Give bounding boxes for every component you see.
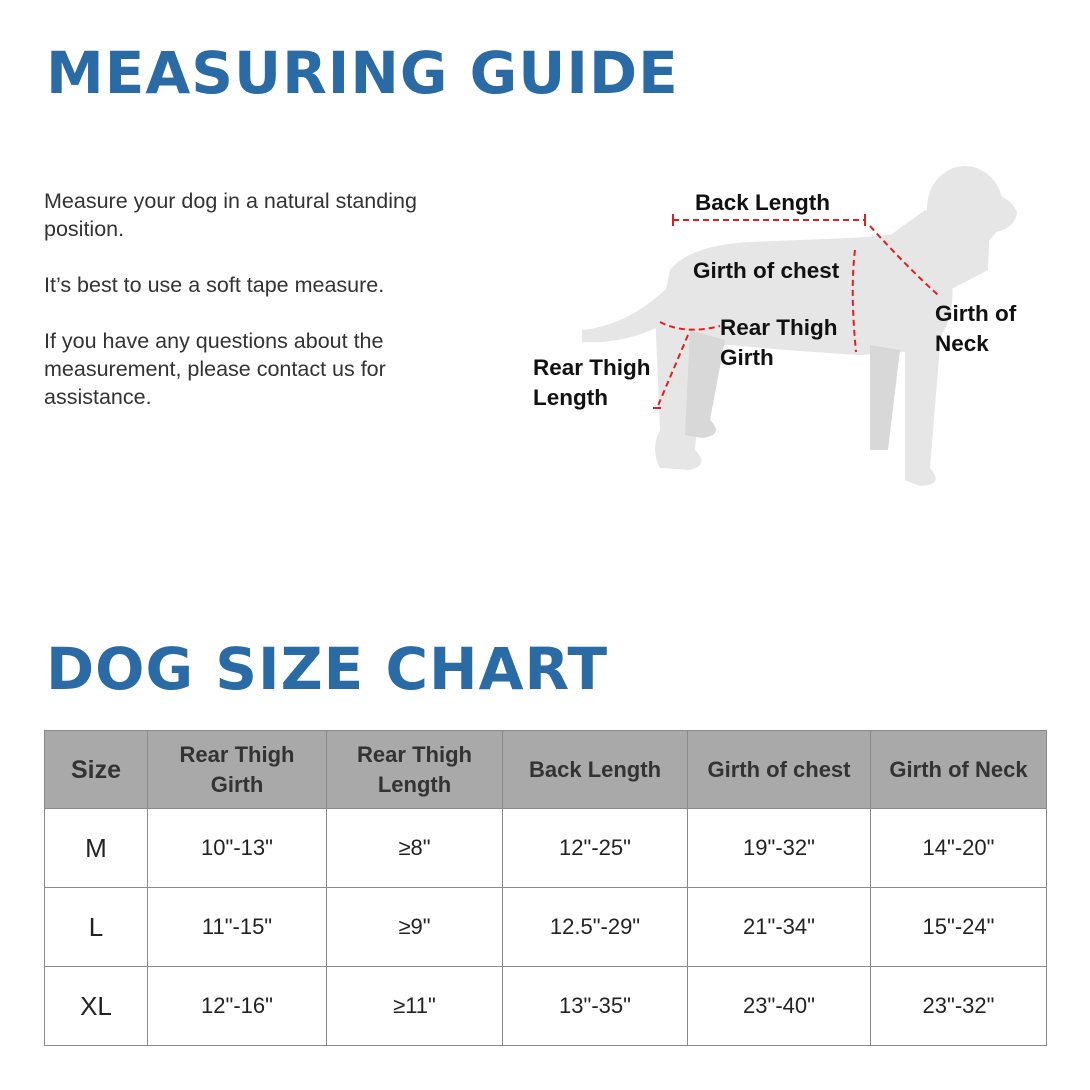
header-size: Size bbox=[45, 731, 148, 809]
label-rear-thigh-girth-line1: Rear Thigh bbox=[720, 315, 838, 340]
cell-rear-thigh-girth: 10"-13" bbox=[148, 809, 327, 888]
cell-rear-thigh-girth: 11"-15" bbox=[148, 888, 327, 967]
instruction-paragraph: If you have any questions about the measurement, please contact us for assistance. bbox=[44, 329, 386, 409]
cell-back-length: 12.5"-29" bbox=[503, 888, 688, 967]
label-rear-thigh-length bbox=[533, 353, 651, 413]
cell-size: L bbox=[45, 888, 148, 967]
table-header-row bbox=[45, 731, 1047, 809]
dog-measurement-diagram bbox=[520, 150, 1060, 510]
label-girth-of-neck bbox=[935, 299, 1016, 359]
measuring-instructions bbox=[44, 187, 474, 439]
cell-girth-of-chest: 21"-34" bbox=[688, 888, 871, 967]
header-back-length: Back Length bbox=[503, 731, 688, 809]
label-back-length: Back Length bbox=[695, 190, 831, 215]
cell-girth-of-neck: 15"-24" bbox=[871, 888, 1047, 967]
cell-back-length: 12"-25" bbox=[503, 809, 688, 888]
cell-girth-of-chest: 23"-40" bbox=[688, 967, 871, 1046]
cell-rear-thigh-length: ≥11" bbox=[327, 967, 503, 1046]
cell-back-length: 13"-35" bbox=[503, 967, 688, 1046]
size-chart-table bbox=[44, 730, 1047, 1046]
label-rear-thigh-girth-line2: Girth bbox=[720, 345, 774, 370]
measuring-guide-title: MEASURING GUIDE bbox=[46, 39, 679, 107]
label-girth-of-neck-line1: Girth of bbox=[935, 301, 1017, 326]
cell-girth-of-neck: 23"-32" bbox=[871, 967, 1047, 1046]
cell-rear-thigh-girth: 12"-16" bbox=[148, 967, 327, 1046]
label-girth-of-neck-line2: Neck bbox=[935, 331, 989, 356]
label-rear-thigh-length-line1: Rear Thigh bbox=[533, 355, 651, 380]
size-chart-title: DOG SIZE CHART bbox=[46, 635, 609, 703]
instruction-paragraph: It’s best to use a soft tape measure. bbox=[44, 273, 385, 297]
cell-size: XL bbox=[45, 967, 148, 1046]
header-rear-thigh-girth: Rear Thigh Girth bbox=[148, 731, 327, 809]
header-girth-of-neck: Girth of Neck bbox=[871, 731, 1047, 809]
label-rear-thigh-length-line2: Length bbox=[533, 385, 608, 410]
header-rear-thigh-length: Rear Thigh Length bbox=[327, 731, 503, 809]
label-girth-of-chest: Girth of chest bbox=[693, 258, 840, 283]
table-row bbox=[45, 888, 1047, 967]
label-rear-thigh-girth bbox=[720, 313, 838, 373]
cell-rear-thigh-length: ≥8" bbox=[327, 809, 503, 888]
header-girth-of-chest: Girth of chest bbox=[688, 731, 871, 809]
cell-girth-of-neck: 14"-20" bbox=[871, 809, 1047, 888]
table-row bbox=[45, 967, 1047, 1046]
instruction-paragraph: Measure your dog in a natural standing position. bbox=[44, 189, 417, 241]
cell-size: M bbox=[45, 809, 148, 888]
cell-girth-of-chest: 19"-32" bbox=[688, 809, 871, 888]
table-row bbox=[45, 809, 1047, 888]
cell-rear-thigh-length: ≥9" bbox=[327, 888, 503, 967]
